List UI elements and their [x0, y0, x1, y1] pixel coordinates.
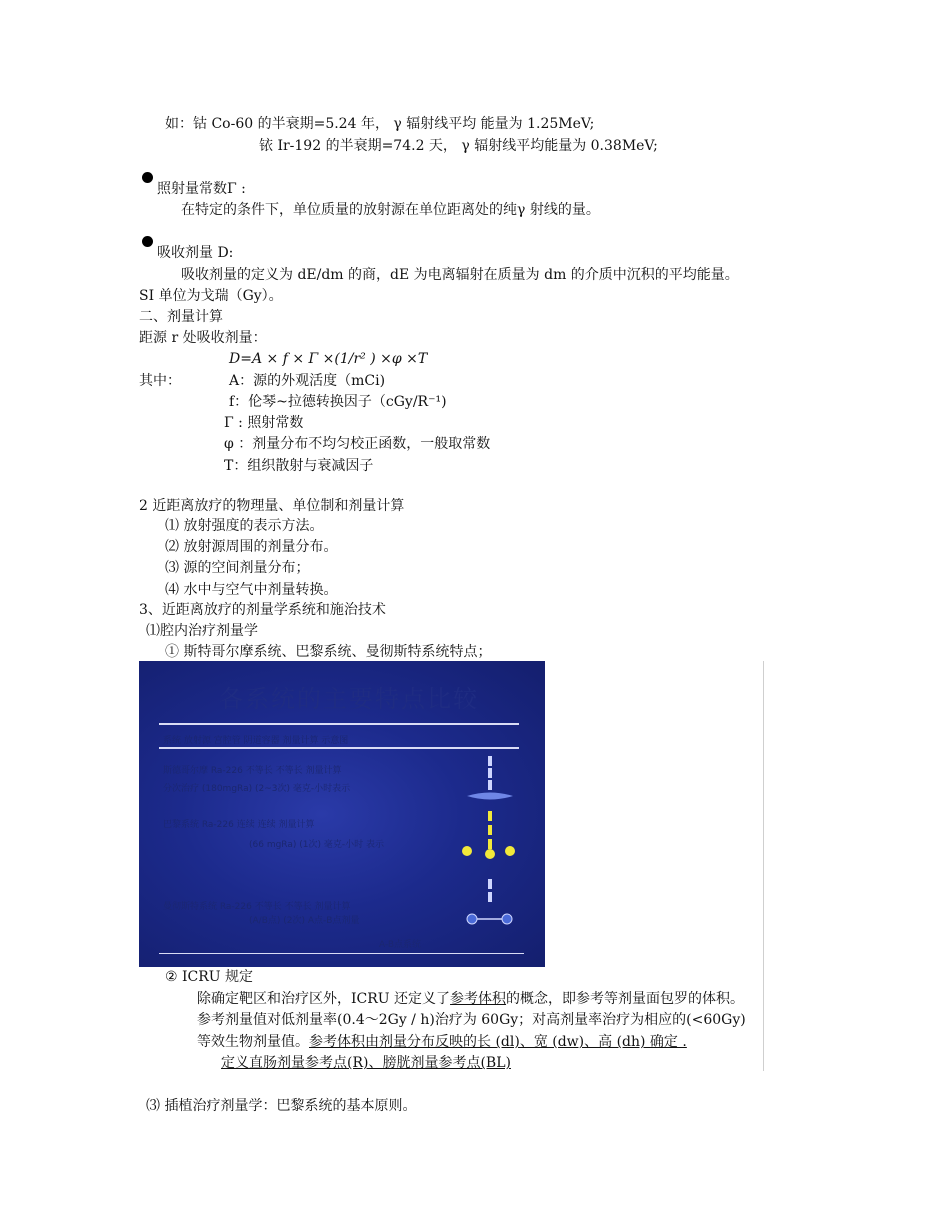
var-phi: φ ：剂量分布不均匀校正函数，一般取常数 [224, 436, 491, 452]
tandem-source-icon [488, 839, 492, 849]
icru-item: ② ICRU 规定 [165, 969, 254, 985]
ovoid-icon [502, 914, 512, 924]
tandem-source-icon [488, 768, 492, 778]
exposure-constant-definition: 在特定的条件下，单位质量的放射源在单位距离处的纯γ 射线的量。 [181, 202, 600, 218]
slide-row: 曼彻斯特系统 Ra-226 不等长 不等长 剂量计算 [163, 902, 351, 912]
source-dot-icon [505, 846, 515, 856]
example-co60: 如：钴 Co-60 的半衰期=5.24 年， γ 辐射线平均 能量为 1.25MeV; [165, 116, 595, 132]
tandem-source-icon [488, 756, 492, 766]
applicator-diagram [459, 751, 539, 931]
tandem-source-icon [488, 811, 492, 821]
reference-points-line: 定义直肠剂量参考点(R)、膀胱剂量参考点(BL) [221, 1055, 511, 1071]
text-run: 除确定靶区和治疗区外，ICRU 还定义了 [197, 991, 451, 1007]
source-dot-icon [485, 849, 495, 859]
icru-paragraph-line [197, 990, 744, 1008]
tandem-source-icon [488, 780, 492, 790]
reference-volume-definition: 参考体积由剂量分布反映的长 (dl)、宽 (dw)、高 (dh) 确定 . [309, 1034, 687, 1050]
systems-item: ① 斯特哥尔摩系统、巴黎系统、曼彻斯特系统特点； [165, 644, 492, 660]
slide-row: (A/B点) (2次) A点-B点剂量 [249, 916, 360, 926]
slide-rule [159, 953, 524, 954]
heading-exposure-constant: 照射量常数Γ : [157, 181, 246, 197]
list-item: ⑵ 放射源周围的剂量分布。 [165, 539, 338, 555]
section-dose-calculation: 二、剂量计算 [139, 309, 223, 325]
si-unit-line: SI 单位为戈瑞（Gy）。 [139, 288, 283, 304]
text-run: 的概念，即参考等剂量面包罗的体积。 [506, 991, 745, 1007]
interstitial-item: ⑶ 插植治疗剂量学：巴黎系统的基本原则。 [146, 1098, 417, 1114]
source-dot-icon [462, 846, 472, 856]
dose-at-distance-label: 距源 r 处吸收剂量： [139, 330, 267, 346]
slide-row: 分次治疗 (180mgRa) (2~3次) 毫克-小时表示 [163, 784, 351, 794]
page-margin-rule [763, 661, 764, 1071]
bullet-icon [142, 172, 153, 183]
comparison-slide-image [139, 661, 545, 967]
slide-row: (66 mgRa) (1次) 毫克-小时 表示 [249, 840, 384, 850]
var-t: T：组织散射与衰减因子 [224, 458, 374, 474]
slide-rule [159, 723, 519, 725]
var-f: f：伦琴~拉德转换因子（cGy/R⁻¹) [229, 394, 447, 410]
tandem-source-icon [488, 892, 492, 902]
slide-footer: A-B点系统 [379, 940, 422, 950]
ovoid-icon [467, 914, 477, 924]
list-item: ⑶ 源的空间剂量分布； [165, 560, 310, 576]
reference-volume-term: 参考体积 [450, 991, 507, 1007]
list-item: ⑷ 水中与空气中剂量转换。 [165, 582, 338, 598]
tandem-source-icon [488, 879, 492, 889]
absorbed-dose-definition: 吸收剂量的定义为 dE/dm 的商，dE 为电离辐射在质量为 dm 的介质中沉积的平均能量。 [181, 267, 739, 283]
section-2-heading: 2 近距离放疗的物理量、单位制和剂量计算 [139, 498, 405, 514]
var-a: A：源的外观活度（mCi) [229, 373, 386, 389]
where-label: 其中： [139, 373, 181, 389]
heading-absorbed-dose: 吸收剂量 D: [157, 245, 234, 261]
icru-paragraph-line [197, 1033, 687, 1051]
intracavitary-heading: ⑴腔内治疗剂量学 [146, 623, 258, 639]
slide-title: 各系统的主要特点比较 [219, 685, 479, 713]
slide-row: 斯德哥尔摩 Ra-226 不等长 不等长 剂量计算 [163, 766, 342, 776]
dose-formula: D=A × f × Γ ×(1/r² ) ×φ ×T [229, 351, 428, 367]
text-run: 等效生物剂量值。 [197, 1034, 309, 1050]
section-3-heading: 3、近距离放疗的剂量学系统和施治技术 [139, 602, 386, 618]
slide-row: 巴黎系统 Ra-226 连续 连续 剂量计算 [163, 820, 315, 830]
bullet-icon [142, 236, 153, 247]
var-gamma: Γ : 照射常数 [224, 415, 304, 431]
slide-rule [159, 747, 519, 749]
slide-header: 系统 放射源 宫腔管 阴道容器 剂量计算 示意图 [163, 736, 349, 746]
icru-paragraph-line: 参考剂量值对低剂量率(0.4～2Gy / h)治疗为 60Gy；对高剂量率治疗为相应的(<60Gy) [197, 1012, 746, 1028]
list-item: ⑴ 放射强度的表示方法。 [165, 518, 324, 534]
ovoid-icon [467, 793, 513, 800]
tandem-source-icon [488, 825, 492, 835]
example-ir192: 铱 Ir-192 的半衰期=74.2 天， γ 辐射线平均能量为 0.38MeV; [259, 138, 658, 154]
